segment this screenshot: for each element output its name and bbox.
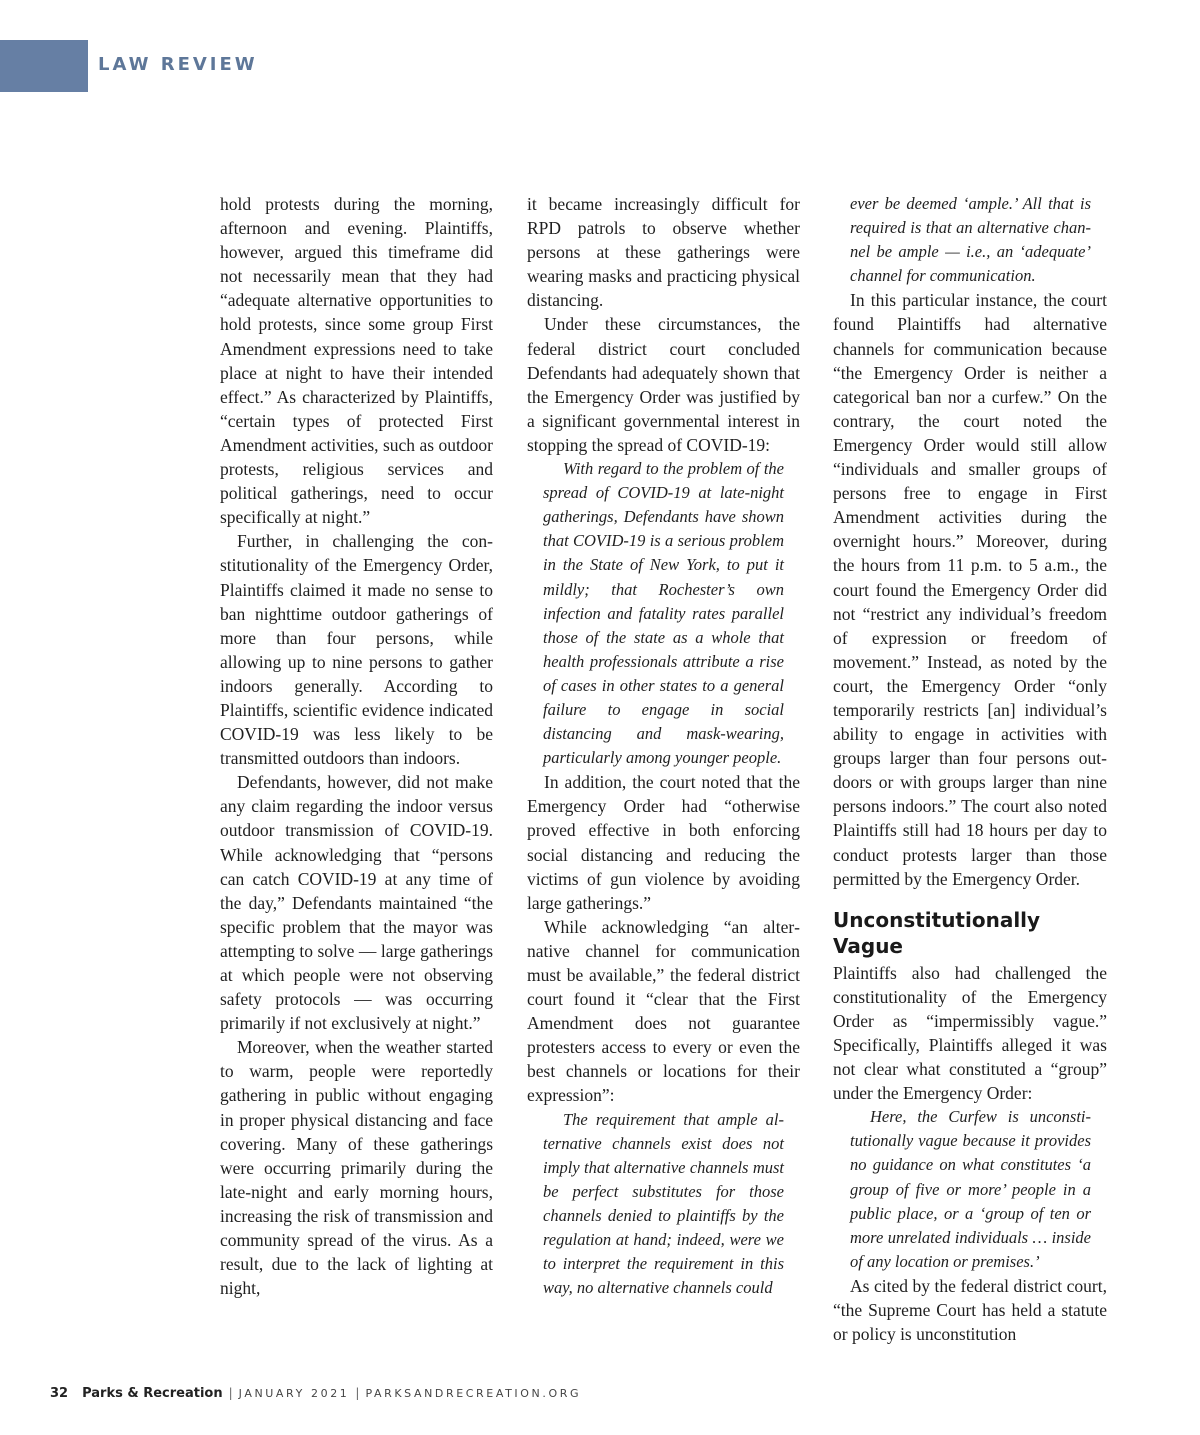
magazine-title: Parks & Recreation — [82, 1386, 223, 1401]
block-quote — [527, 1108, 800, 1301]
quote-text: Here, the Curfew is unconstitutionally vague because it provides no guidance on what constitutes ‘a group of five or more’ people in a public place, or a ‘group of ten or more unrelated individuals … inside of any location or premises.’ — [850, 1107, 1091, 1271]
issue-date: JANUARY 2021 — [238, 1387, 350, 1400]
block-quote — [527, 457, 800, 770]
section-subheading: Unconstitutionally Vague — [833, 907, 1041, 958]
page-footer — [50, 1386, 581, 1401]
paragraph: Moreover, when the weather started to warm, people were reportedly gathering in public without engaging in proper physical distancing and face covering. Many of these gatherings were occurring primarily during the late-night and early morning hours, increasing the risk of transmission and community spread of the virus. As a result, due to the lack of lighting at night, — [220, 1037, 493, 1299]
block-quote — [833, 1105, 1107, 1274]
paragraph: Further, in challenging the constitutionality of the Emergency Order, Plaintiffs claimed it made no sense to ban nighttime outdoor gatherings of more than four persons, while allowing up to nine persons to gather indoors generally. According to Plaintiffs, scientific evidence indicated COVID-19 was less likely to be transmitted outdoors than indoors. — [220, 531, 493, 769]
footer-separator: | — [228, 1386, 233, 1400]
website-url: PARKSANDRECREATION.ORG — [365, 1387, 582, 1400]
block-quote-continued — [833, 192, 1107, 288]
paragraph: In this particular instance, the court found Plaintiffs had alternative channels for communication because “the Emergency Order is neither a categorical ban nor a curfew.” On the contrary, the court noted the Emergency Order would still allow “individuals and smaller groups of persons free to engage in First Amendment activities during the overnight hours.” Moreover, during the hours from 11 p.m. to 5 a.m., the court found the Emergency Order did not “restrict any individual’s freedom of expression or freedom of movement.” Instead, as noted by the court, the Emergency Order “only temporarily restricts [an] individual’s ability to engage in activities with groups larger than four persons outdoors or with groups larger than nine persons indoors.” The court also noted Plaintiffs still had 18 hours per day to conduct protests larger than those permitted by the Emergency Order. — [833, 290, 1107, 889]
footer-separator: | — [355, 1386, 360, 1400]
page-number: 32 — [50, 1386, 69, 1401]
quote-text: The requirement that ample alternative channels exist does not imply that alternative channels must be perfect substitutes for those channels denied to plaintiffs by the regulation at hand; indeed, were we to interpret the requirement in this way, no alternative channels could — [543, 1109, 784, 1298]
paragraph: Under these circumstances, the federal district court concluded Defendants had adequately shown that the Emergency Order was justified by a significant governmental interest in stopping the spread of COVID-19: — [527, 314, 800, 455]
paragraph: While acknowledging “an alternative channel for communication must be available,” the federal district court found it “clear that the First Amendment does not guarantee protesters access to every or even the best channels or locations for their expression”: — [527, 916, 800, 1106]
quote-text: ever be deemed ‘ample.’ All that is required is that an alternative channel be ample — i.e., an ‘adequate’ channel for communication. — [850, 194, 1091, 286]
paragraph: Plaintiffs also had challenged the constitutionality of the Emergency Order as “impermissibly vague.” Specifically, Plaintiffs alleged it was not clear what constituted a “group” under the Emergency Order: — [833, 962, 1107, 1104]
article-column-2 — [527, 192, 800, 1300]
paragraph: Defendants, however, did not make any claim regarding the indoor versus outdoor transmission of COVID-19. While acknowledging that “persons can catch COVID-19 at any time of the day,” Defendants maintained “the specific problem that the mayor was attempting to solve — large gatherings at which people were not observing safety protocols — was occurring primarily if not exclusively at night.” — [220, 772, 493, 1034]
paragraph: In addition, the court noted that the Emergency Order had “otherwise proved effective in both enforcing social distancing and reducing the victims of gun violence by avoiding large gatherings.” — [527, 772, 800, 913]
quote-text: With regard to the problem of the spread of COVID-19 at late-night gatherings, Defendants have shown that COVID-19 is a serious problem in the State of New York, to put it mildly; that Rochester’s own infection and fatality rates parallel those of the state as a whole that health professionals attribute a rise of cases in other states to a general failure to engage in social distancing and mask-wearing, particularly among younger people. — [543, 459, 784, 768]
paragraph: hold protests during the morning, afternoon and evening. Plaintiffs, however, argued this timeframe did not necessarily mean that they had “adequate alternative opportunities to hold protests, since some group First Amendment expressions need to take place at night to have their intended effect.” As characterized by Plaintiffs, “certain types of protected First Amendment activities, such as outdoor protests, religious services and political gatherings, need to occur specifically at night.” — [220, 194, 493, 528]
paragraph: As cited by the federal district court, “the Supreme Court has held a statute or policy is unconstitution — [833, 1275, 1107, 1345]
article-column-1 — [220, 192, 493, 1300]
section-label: LAW REVIEW — [98, 54, 258, 75]
section-color-bar — [0, 40, 88, 92]
article-column-3 — [833, 192, 1107, 1346]
paragraph: it became increasingly difficult for RPD patrols to observe whether persons at these gatherings were wearing masks and practicing physical distancing. — [527, 194, 800, 311]
